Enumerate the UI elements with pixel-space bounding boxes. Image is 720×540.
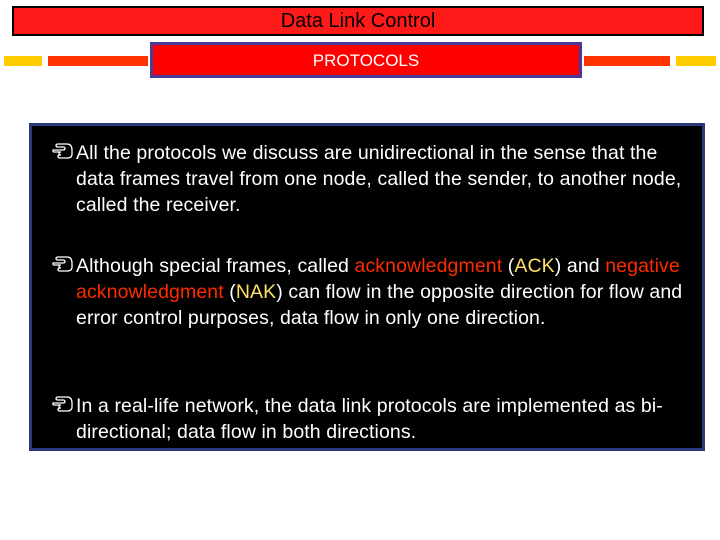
subtitle-box [150,42,582,78]
highlighted-term: NAK [235,281,277,303]
bullet-text [76,393,700,445]
text-run: Although special frames, called [76,255,355,277]
text-run: ) can flow in the opposite direction for flow and error control purposes, data flow in only one direction. [76,281,683,329]
bullet-item [52,140,700,218]
text-run: In a real-life network, the data link protocols are implemented as bi-directional; data flow in both directions. [76,395,663,443]
bullet-text [76,140,700,218]
decorative-stripe-orange-left [48,56,148,66]
bullet-item [52,253,700,331]
text-run: ) and [554,255,606,277]
page-subtitle: PROTOCOLS [312,50,420,70]
content-box [29,123,705,451]
text-run: ( [223,281,236,303]
decorative-stripe-yellow-left [4,56,42,66]
bullet-text [76,253,700,331]
pointing-hand-icon [52,395,74,413]
pointing-hand-icon [52,255,74,273]
decorative-stripe-orange-right [584,56,670,66]
page-title: Data Link Control [280,10,436,32]
highlighted-term: negative acknowledgment [76,255,680,303]
text-run: All the protocols we discuss are unidirectional in the sense that the data frames travel from one node, called the sender, to another node, called the receiver. [76,142,682,216]
title-bar [12,6,704,36]
decorative-stripe-yellow-right [676,56,716,66]
pointing-hand-icon [52,142,74,160]
highlighted-term: ACK [514,255,555,277]
text-run: ( [502,255,515,277]
highlighted-term: acknowledgment [354,255,503,277]
bullet-item [52,393,700,445]
